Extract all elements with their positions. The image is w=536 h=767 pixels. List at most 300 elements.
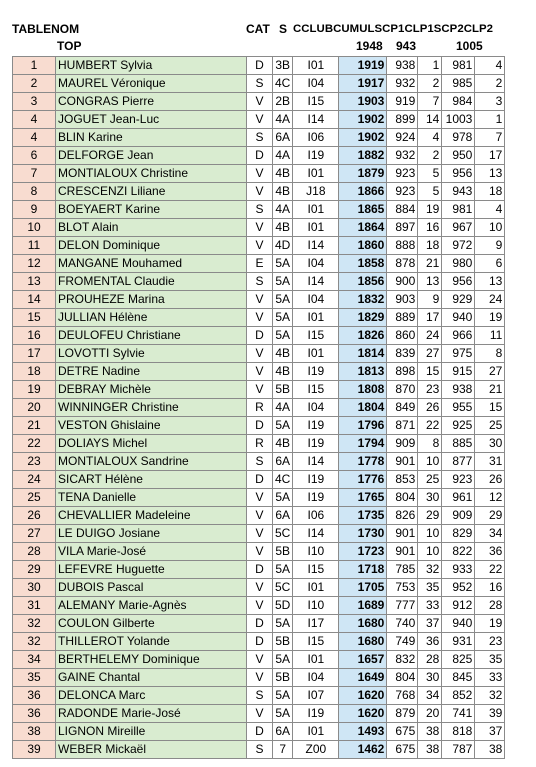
cell-s: 7 — [273, 741, 293, 759]
cell-cat: V — [247, 165, 273, 183]
cell-cumul: 1814 — [339, 345, 387, 363]
cell-s: 4B — [273, 183, 293, 201]
cell-cumul: 1829 — [339, 309, 387, 327]
cell-s: 3B — [273, 57, 293, 75]
cell-s: 5A — [273, 327, 293, 345]
cell-clp2: 16 — [475, 579, 505, 597]
cell-rank: 9 — [13, 201, 56, 219]
cell-clp2: 33 — [475, 669, 505, 687]
cell-clp1: 7 — [418, 93, 442, 111]
cell-scp1: 832 — [387, 651, 418, 669]
cell-cumul: 1735 — [339, 507, 387, 525]
cell-s: 5A — [273, 309, 293, 327]
cell-name: DETRE Nadine — [56, 363, 247, 381]
cell-cat: S — [247, 273, 273, 291]
cell-scp2: 925 — [442, 417, 475, 435]
cell-cat: V — [247, 543, 273, 561]
cell-name: THILLEROT Yolande — [56, 633, 247, 651]
cell-rank: 7 — [13, 165, 56, 183]
cell-scp2: 978 — [442, 129, 475, 147]
cell-clp2: 19 — [475, 615, 505, 633]
cell-clp1: 2 — [418, 147, 442, 165]
cell-club: I06 — [293, 507, 339, 525]
cell-cat: V — [247, 597, 273, 615]
table-row — [13, 147, 505, 165]
cell-clp1: 15 — [418, 363, 442, 381]
cell-cumul: 1776 — [339, 471, 387, 489]
cell-scp2: 923 — [442, 471, 475, 489]
cell-clp1: 34 — [418, 687, 442, 705]
cell-club: I19 — [293, 489, 339, 507]
cell-cat: V — [247, 525, 273, 543]
cell-scp1: 901 — [387, 453, 418, 471]
cell-cumul: 1866 — [339, 183, 387, 201]
cell-cat: V — [247, 291, 273, 309]
cell-cumul: 1705 — [339, 579, 387, 597]
cell-s: 5A — [273, 255, 293, 273]
cell-scp1: 938 — [387, 57, 418, 75]
cell-clp1: 30 — [418, 669, 442, 687]
table-row — [13, 579, 505, 597]
cell-cumul: 1879 — [339, 165, 387, 183]
cell-clp1: 27 — [418, 345, 442, 363]
cell-rank: 22 — [13, 435, 56, 453]
cell-scp2: 822 — [442, 543, 475, 561]
table-row — [13, 381, 505, 399]
cell-cat: S — [247, 687, 273, 705]
table-row — [13, 255, 505, 273]
cell-name: LEFEVRE Huguette — [56, 561, 247, 579]
table-row — [13, 669, 505, 687]
cell-rank: 26 — [13, 507, 56, 525]
cell-name: JOGUET Jean-Luc — [56, 111, 247, 129]
cell-clp1: 5 — [418, 165, 442, 183]
cell-rank: 32 — [13, 633, 56, 651]
cell-scp2: 1003 — [442, 111, 475, 129]
cell-cumul: 1804 — [339, 399, 387, 417]
cell-cumul: 1832 — [339, 291, 387, 309]
cell-club: I15 — [293, 327, 339, 345]
cell-scp2: 741 — [442, 705, 475, 723]
cell-s: 5A — [273, 417, 293, 435]
cell-scp2: 829 — [442, 525, 475, 543]
table-row — [13, 453, 505, 471]
cell-rank: 10 — [13, 219, 56, 237]
cell-cat: V — [247, 183, 273, 201]
cell-s: 5B — [273, 633, 293, 651]
cell-clp1: 23 — [418, 381, 442, 399]
cell-scp2: 967 — [442, 219, 475, 237]
cell-rank: 13 — [13, 273, 56, 291]
cell-clp2: 29 — [475, 507, 505, 525]
cell-club: I01 — [293, 345, 339, 363]
cell-cumul: 1794 — [339, 435, 387, 453]
cell-name: CRESCENZI Liliane — [56, 183, 247, 201]
cell-rank: 4 — [13, 129, 56, 147]
header-s: S — [279, 22, 288, 36]
cell-name: PROUHEZE Marina — [56, 291, 247, 309]
cell-scp1: 860 — [387, 327, 418, 345]
cell-s: 5A — [273, 687, 293, 705]
header-top: TOP — [57, 39, 82, 53]
cell-rank: 4 — [13, 111, 56, 129]
cell-clp1: 35 — [418, 579, 442, 597]
table-row — [13, 489, 505, 507]
cell-scp1: 853 — [387, 471, 418, 489]
cell-s: 5A — [273, 705, 293, 723]
cell-s: 4B — [273, 435, 293, 453]
cell-name: MONTIALOUX Sandrine — [56, 453, 247, 471]
cell-clp2: 17 — [475, 147, 505, 165]
cell-s: 4C — [273, 75, 293, 93]
cell-name: DEBRAY Michèle — [56, 381, 247, 399]
cell-clp1: 28 — [418, 651, 442, 669]
cell-cat: S — [247, 129, 273, 147]
cell-cat: V — [247, 669, 273, 687]
cell-scp1: 899 — [387, 111, 418, 129]
table-row — [13, 165, 505, 183]
header-943: 943 — [396, 39, 417, 53]
cell-club: I06 — [293, 129, 339, 147]
cell-s: 2B — [273, 93, 293, 111]
table-row — [13, 723, 505, 741]
cell-s: 5B — [273, 669, 293, 687]
cell-scp1: 839 — [387, 345, 418, 363]
cell-club: I19 — [293, 417, 339, 435]
cell-clp1: 37 — [418, 615, 442, 633]
cell-cumul: 1680 — [339, 633, 387, 651]
cell-cumul: 1723 — [339, 543, 387, 561]
cell-s: 6A — [273, 453, 293, 471]
cell-clp2: 31 — [475, 453, 505, 471]
cell-s: 4D — [273, 237, 293, 255]
cell-scp2: 950 — [442, 147, 475, 165]
cell-clp1: 10 — [418, 453, 442, 471]
cell-scp2: 955 — [442, 399, 475, 417]
cell-cat: D — [247, 327, 273, 345]
cell-rank: 30 — [13, 579, 56, 597]
cell-club: I04 — [293, 291, 339, 309]
cell-s: 4B — [273, 165, 293, 183]
cell-clp1: 38 — [418, 741, 442, 759]
cell-scp2: 787 — [442, 741, 475, 759]
cell-cat: V — [247, 237, 273, 255]
cell-rank: 8 — [13, 183, 56, 201]
cell-scp2: 933 — [442, 561, 475, 579]
cell-rank: 21 — [13, 417, 56, 435]
cell-scp2: 845 — [442, 669, 475, 687]
cell-scp1: 900 — [387, 273, 418, 291]
cell-clp2: 1 — [475, 111, 505, 129]
cell-cat: V — [247, 309, 273, 327]
cell-s: 5B — [273, 381, 293, 399]
cell-cumul: 1462 — [339, 741, 387, 759]
cell-cat: S — [247, 453, 273, 471]
cell-scp1: 889 — [387, 309, 418, 327]
cell-club: I04 — [293, 399, 339, 417]
cell-scp1: 919 — [387, 93, 418, 111]
cell-clp1: 5 — [418, 183, 442, 201]
cell-clp2: 6 — [475, 255, 505, 273]
cell-cat: V — [247, 381, 273, 399]
cell-scp1: 870 — [387, 381, 418, 399]
cell-cumul: 1813 — [339, 363, 387, 381]
cell-rank: 17 — [13, 345, 56, 363]
cell-cat: S — [247, 201, 273, 219]
cell-clp2: 24 — [475, 291, 505, 309]
cell-club: I17 — [293, 615, 339, 633]
table-row — [13, 399, 505, 417]
table-row — [13, 417, 505, 435]
cell-club: I01 — [293, 165, 339, 183]
cell-s: 4B — [273, 345, 293, 363]
cell-rank: 3 — [13, 93, 56, 111]
cell-clp2: 21 — [475, 381, 505, 399]
cell-clp2: 36 — [475, 543, 505, 561]
cell-clp2: 25 — [475, 417, 505, 435]
cell-name: DEULOFEU Christiane — [56, 327, 247, 345]
cell-s: 4B — [273, 219, 293, 237]
cell-cat: D — [247, 633, 273, 651]
cell-clp1: 19 — [418, 201, 442, 219]
cell-clp2: 18 — [475, 183, 505, 201]
cell-clp1: 36 — [418, 633, 442, 651]
table-row — [13, 633, 505, 651]
cell-name: RADONDE Marie-José — [56, 705, 247, 723]
cell-rank: 38 — [13, 723, 56, 741]
cell-s: 5A — [273, 561, 293, 579]
cell-clp1: 33 — [418, 597, 442, 615]
cell-rank: 35 — [13, 669, 56, 687]
cell-name: MAUREL Véronique — [56, 75, 247, 93]
cell-scp2: 984 — [442, 93, 475, 111]
cell-clp2: 30 — [475, 435, 505, 453]
cell-scp2: 961 — [442, 489, 475, 507]
cell-name: LE DUIGO Josiane — [56, 525, 247, 543]
cell-club: I19 — [293, 435, 339, 453]
cell-cat: V — [247, 489, 273, 507]
cell-clp2: 22 — [475, 561, 505, 579]
cell-club: I04 — [293, 75, 339, 93]
cell-rank: 14 — [13, 291, 56, 309]
cell-club: I15 — [293, 381, 339, 399]
cell-cumul: 1902 — [339, 129, 387, 147]
cell-name: VILA Marie-José — [56, 543, 247, 561]
cell-rank: 27 — [13, 525, 56, 543]
cell-scp2: 952 — [442, 579, 475, 597]
cell-cumul: 1864 — [339, 219, 387, 237]
cell-clp2: 28 — [475, 597, 505, 615]
cell-cat: V — [247, 579, 273, 597]
table-row — [13, 705, 505, 723]
cell-rank: 16 — [13, 327, 56, 345]
cell-clp1: 38 — [418, 723, 442, 741]
cell-rank: 1 — [13, 57, 56, 75]
cell-scp2: 975 — [442, 345, 475, 363]
cell-clp1: 30 — [418, 489, 442, 507]
cell-clp1: 24 — [418, 327, 442, 345]
cell-cat: V — [247, 651, 273, 669]
cell-club: I10 — [293, 543, 339, 561]
cell-s: 5A — [273, 651, 293, 669]
cell-name: CHEVALLIER Madeleine — [56, 507, 247, 525]
table-row — [13, 219, 505, 237]
cell-cumul: 1919 — [339, 57, 387, 75]
cell-scp1: 923 — [387, 165, 418, 183]
cell-name: DOLIAYS Michel — [56, 435, 247, 453]
cell-rank: 20 — [13, 399, 56, 417]
cell-clp1: 2 — [418, 75, 442, 93]
cell-cumul: 1808 — [339, 381, 387, 399]
cell-club: I14 — [293, 453, 339, 471]
cell-scp2: 912 — [442, 597, 475, 615]
cell-clp2: 39 — [475, 705, 505, 723]
cell-scp1: 898 — [387, 363, 418, 381]
cell-clp2: 23 — [475, 633, 505, 651]
cell-cumul: 1730 — [339, 525, 387, 543]
cell-name: BERTHELEMY Dominique — [56, 651, 247, 669]
table-row — [13, 183, 505, 201]
cell-scp2: 852 — [442, 687, 475, 705]
cell-scp1: 884 — [387, 201, 418, 219]
cell-clp2: 26 — [475, 471, 505, 489]
cell-club: I14 — [293, 525, 339, 543]
cell-clp1: 14 — [418, 111, 442, 129]
cell-clp1: 21 — [418, 255, 442, 273]
cell-name: SICART Hélène — [56, 471, 247, 489]
cell-name: DELON Dominique — [56, 237, 247, 255]
cell-rank: 23 — [13, 453, 56, 471]
table-row — [13, 525, 505, 543]
header-columns: CCLUBCUMULSCP1CLP1SCP2CLP2 — [293, 23, 494, 35]
cell-clp1: 16 — [418, 219, 442, 237]
table-row — [13, 597, 505, 615]
cell-clp1: 29 — [418, 507, 442, 525]
cell-clp2: 4 — [475, 201, 505, 219]
cell-club: I19 — [293, 147, 339, 165]
cell-scp2: 929 — [442, 291, 475, 309]
cell-clp2: 19 — [475, 309, 505, 327]
cell-scp1: 924 — [387, 129, 418, 147]
cell-s: 4B — [273, 363, 293, 381]
cell-clp2: 4 — [475, 57, 505, 75]
cell-cat: S — [247, 741, 273, 759]
table-row — [13, 741, 505, 759]
cell-name: LIGNON Mireille — [56, 723, 247, 741]
cell-clp2: 37 — [475, 723, 505, 741]
header-1005: 1005 — [456, 39, 483, 53]
cell-s: 6A — [273, 129, 293, 147]
cell-scp2: 915 — [442, 363, 475, 381]
cell-cat: D — [247, 471, 273, 489]
cell-rank: 36 — [13, 687, 56, 705]
cell-cat: V — [247, 363, 273, 381]
cell-cat: D — [247, 417, 273, 435]
cell-cumul: 1765 — [339, 489, 387, 507]
cell-club: J18 — [293, 183, 339, 201]
cell-scp1: 804 — [387, 489, 418, 507]
cell-scp1: 740 — [387, 615, 418, 633]
cell-club: I01 — [293, 309, 339, 327]
table-row — [13, 363, 505, 381]
cell-s: 4C — [273, 471, 293, 489]
table-row — [13, 75, 505, 93]
cell-s: 6A — [273, 507, 293, 525]
cell-cat: D — [247, 723, 273, 741]
cell-scp2: 980 — [442, 255, 475, 273]
cell-rank: 39 — [13, 741, 56, 759]
header-cat: CAT — [246, 22, 270, 36]
cell-rank: 6 — [13, 147, 56, 165]
cell-scp1: 901 — [387, 543, 418, 561]
cell-scp1: 901 — [387, 525, 418, 543]
cell-name: BLOT Alain — [56, 219, 247, 237]
cell-scp2: 940 — [442, 309, 475, 327]
cell-clp2: 13 — [475, 165, 505, 183]
cell-clp2: 8 — [475, 345, 505, 363]
cell-scp1: 909 — [387, 435, 418, 453]
cell-clp1: 20 — [418, 705, 442, 723]
cell-club: I01 — [293, 57, 339, 75]
table-row — [13, 273, 505, 291]
cell-scp2: 909 — [442, 507, 475, 525]
cell-name: ALEMANY Marie-Agnès — [56, 597, 247, 615]
cell-scp1: 804 — [387, 669, 418, 687]
cell-clp2: 15 — [475, 399, 505, 417]
cell-name: FROMENTAL Claudie — [56, 273, 247, 291]
cell-cat: D — [247, 561, 273, 579]
table-row — [13, 111, 505, 129]
cell-cumul: 1858 — [339, 255, 387, 273]
cell-scp2: 943 — [442, 183, 475, 201]
cell-scp1: 826 — [387, 507, 418, 525]
cell-name: DUBOIS Pascal — [56, 579, 247, 597]
cell-clp2: 3 — [475, 93, 505, 111]
cell-s: 5C — [273, 579, 293, 597]
cell-clp1: 13 — [418, 273, 442, 291]
cell-scp1: 785 — [387, 561, 418, 579]
cell-clp1: 4 — [418, 129, 442, 147]
cell-club: I15 — [293, 633, 339, 651]
cell-clp2: 13 — [475, 273, 505, 291]
cell-clp2: 10 — [475, 219, 505, 237]
cell-scp1: 675 — [387, 741, 418, 759]
cell-cumul: 1657 — [339, 651, 387, 669]
cell-club: I19 — [293, 705, 339, 723]
cell-scp1: 897 — [387, 219, 418, 237]
cell-rank: 19 — [13, 381, 56, 399]
cell-club: I14 — [293, 111, 339, 129]
cell-name: TENA Danielle — [56, 489, 247, 507]
cell-clp2: 11 — [475, 327, 505, 345]
table-row — [13, 651, 505, 669]
cell-rank: 29 — [13, 561, 56, 579]
cell-cat: V — [247, 507, 273, 525]
cell-scp2: 972 — [442, 237, 475, 255]
cell-name: CONGRAS Pierre — [56, 93, 247, 111]
cell-club: I04 — [293, 255, 339, 273]
cell-club: I15 — [293, 93, 339, 111]
header-tablenom: TABLENOM — [12, 22, 80, 36]
cell-club: I01 — [293, 723, 339, 741]
cell-s: 6A — [273, 723, 293, 741]
cell-club: I01 — [293, 579, 339, 597]
cell-name: VESTON Ghislaine — [56, 417, 247, 435]
cell-rank: 31 — [13, 597, 56, 615]
cell-club: I15 — [293, 561, 339, 579]
cell-rank: 28 — [13, 543, 56, 561]
cell-club: I19 — [293, 363, 339, 381]
